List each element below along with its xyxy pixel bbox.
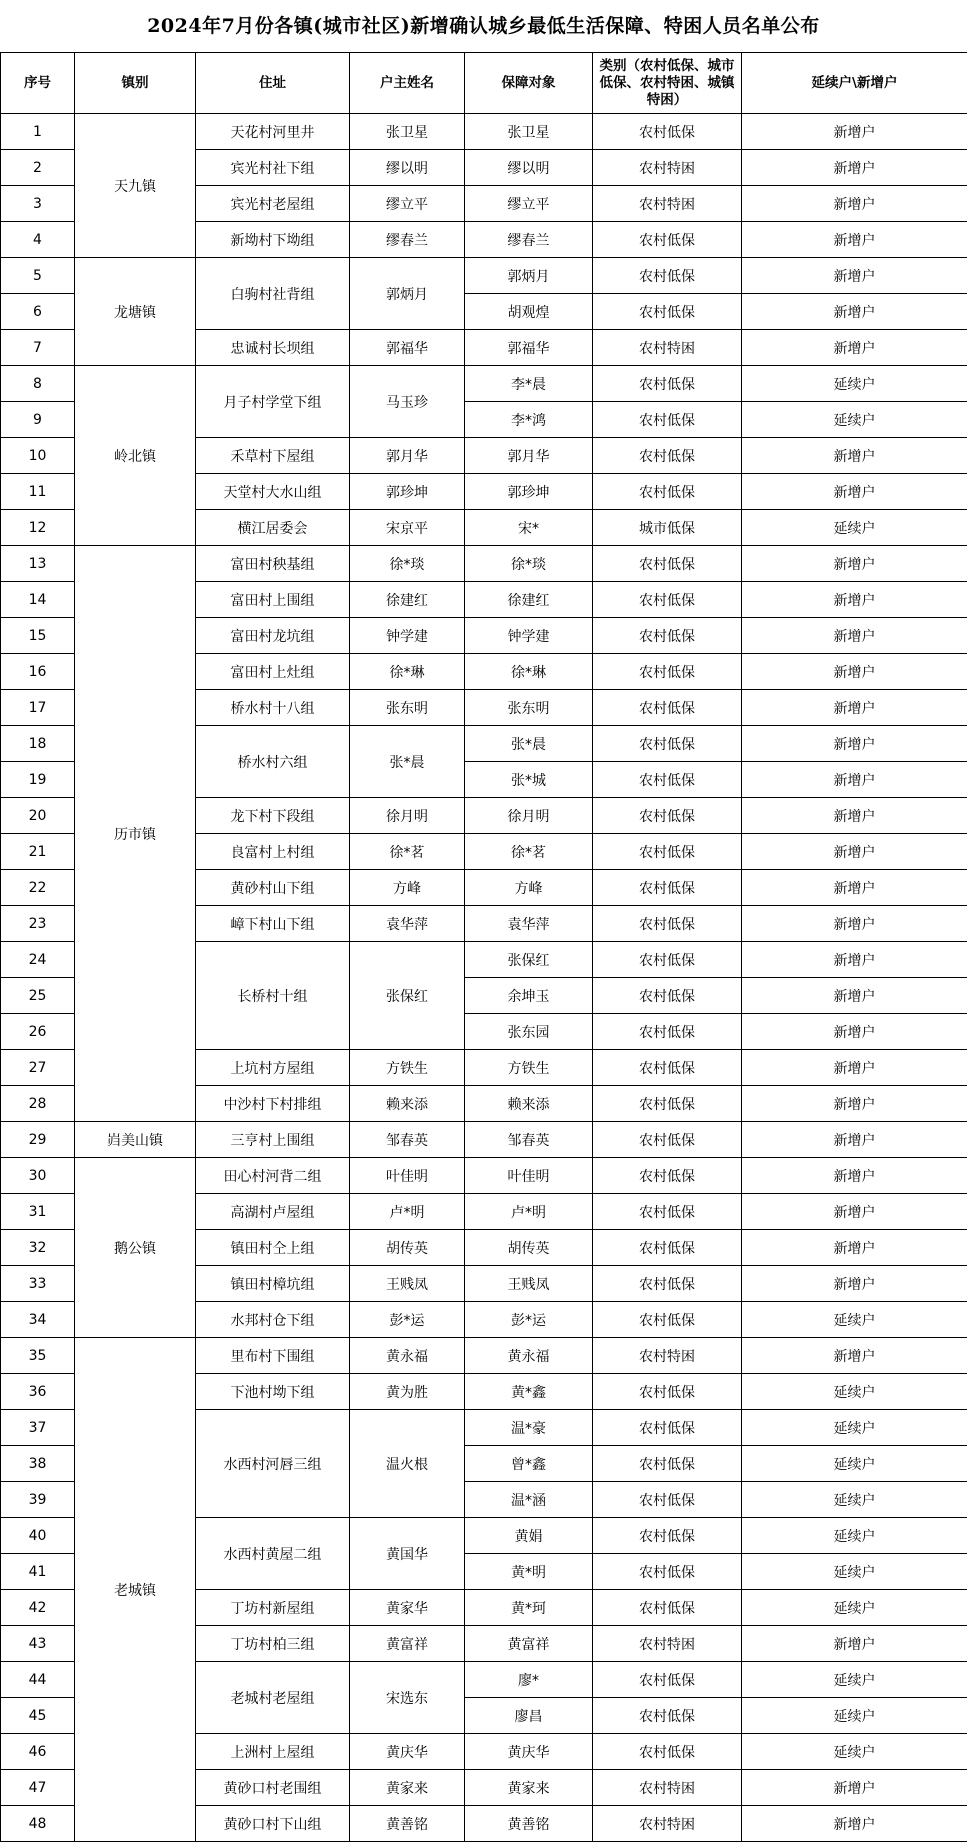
status-cell: 新增户 bbox=[742, 1050, 967, 1086]
beneficiary-cell: 卢*明 bbox=[465, 1194, 593, 1230]
seq-cell: 34 bbox=[1, 1302, 75, 1338]
seq-cell: 25 bbox=[1, 978, 75, 1014]
householder-cell: 叶佳明 bbox=[350, 1158, 465, 1194]
status-cell: 新增户 bbox=[742, 474, 967, 510]
status-cell: 延续户 bbox=[742, 1698, 967, 1734]
status-cell: 延续户 bbox=[742, 1554, 967, 1590]
beneficiary-cell: 王贱凤 bbox=[465, 1266, 593, 1302]
category-cell: 农村特困 bbox=[593, 186, 742, 222]
householder-cell: 袁华萍 bbox=[350, 906, 465, 942]
beneficiary-cell: 张*晨 bbox=[465, 726, 593, 762]
householder-cell: 郭月华 bbox=[350, 438, 465, 474]
seq-cell: 15 bbox=[1, 618, 75, 654]
table-body bbox=[1, 114, 967, 1842]
status-cell: 延续户 bbox=[742, 1518, 967, 1554]
beneficiary-cell: 张保红 bbox=[465, 942, 593, 978]
status-cell: 延续户 bbox=[742, 1374, 967, 1410]
beneficiary-cell: 黄家来 bbox=[465, 1770, 593, 1806]
householder-cell: 徐*琰 bbox=[350, 546, 465, 582]
address-cell: 忠诚村长坝组 bbox=[196, 330, 350, 366]
seq-cell: 14 bbox=[1, 582, 75, 618]
seq-cell: 45 bbox=[1, 1698, 75, 1734]
householder-cell: 方铁生 bbox=[350, 1050, 465, 1086]
beneficiary-cell: 温*豪 bbox=[465, 1410, 593, 1446]
address-cell: 嶂下村山下组 bbox=[196, 906, 350, 942]
householder-cell: 郭炳月 bbox=[350, 258, 465, 330]
category-cell: 农村低保 bbox=[593, 1194, 742, 1230]
table-row bbox=[1, 1122, 967, 1158]
status-cell: 新增户 bbox=[742, 1626, 967, 1662]
status-cell: 新增户 bbox=[742, 906, 967, 942]
status-cell: 新增户 bbox=[742, 1014, 967, 1050]
category-cell: 农村低保 bbox=[593, 258, 742, 294]
seq-cell: 6 bbox=[1, 294, 75, 330]
beneficiary-cell: 廖昌 bbox=[465, 1698, 593, 1734]
address-cell: 高湖村卢屋组 bbox=[196, 1194, 350, 1230]
status-cell: 新增户 bbox=[742, 1770, 967, 1806]
seq-cell: 43 bbox=[1, 1626, 75, 1662]
category-cell: 农村低保 bbox=[593, 1446, 742, 1482]
status-cell: 新增户 bbox=[742, 150, 967, 186]
status-cell: 新增户 bbox=[742, 978, 967, 1014]
householder-cell: 黄富祥 bbox=[350, 1626, 465, 1662]
beneficiary-cell: 胡观煌 bbox=[465, 294, 593, 330]
status-cell: 延续户 bbox=[742, 1734, 967, 1770]
beneficiary-cell: 张卫星 bbox=[465, 114, 593, 150]
town-cell: 岿美山镇 bbox=[75, 1122, 196, 1158]
beneficiary-cell: 李*晨 bbox=[465, 366, 593, 402]
header-householder: 户主姓名 bbox=[350, 53, 465, 114]
category-cell: 农村低保 bbox=[593, 438, 742, 474]
status-cell: 新增户 bbox=[742, 1230, 967, 1266]
address-cell: 天堂村大水山组 bbox=[196, 474, 350, 510]
householder-cell: 马玉珍 bbox=[350, 366, 465, 438]
seq-cell: 35 bbox=[1, 1338, 75, 1374]
address-cell: 水西村黄屋二组 bbox=[196, 1518, 350, 1590]
address-cell: 横江居委会 bbox=[196, 510, 350, 546]
householder-cell: 张保红 bbox=[350, 942, 465, 1050]
status-cell: 新增户 bbox=[742, 1122, 967, 1158]
beneficiary-cell: 郭炳月 bbox=[465, 258, 593, 294]
status-cell: 延续户 bbox=[742, 1302, 967, 1338]
seq-cell: 8 bbox=[1, 366, 75, 402]
address-cell: 中沙村下村排组 bbox=[196, 1086, 350, 1122]
seq-cell: 22 bbox=[1, 870, 75, 906]
category-cell: 农村低保 bbox=[593, 942, 742, 978]
status-cell: 新增户 bbox=[742, 762, 967, 798]
address-cell: 桥水村十八组 bbox=[196, 690, 350, 726]
category-cell: 农村特困 bbox=[593, 1806, 742, 1842]
beneficiary-cell: 方峰 bbox=[465, 870, 593, 906]
beneficiary-cell: 缪立平 bbox=[465, 186, 593, 222]
category-cell: 农村低保 bbox=[593, 1158, 742, 1194]
seq-cell: 47 bbox=[1, 1770, 75, 1806]
category-cell: 农村低保 bbox=[593, 978, 742, 1014]
householder-cell: 徐建红 bbox=[350, 582, 465, 618]
table-row bbox=[1, 258, 967, 294]
householder-cell: 缪立平 bbox=[350, 186, 465, 222]
beneficiary-cell: 彭*运 bbox=[465, 1302, 593, 1338]
address-cell: 宾光村社下组 bbox=[196, 150, 350, 186]
householder-cell: 邹春英 bbox=[350, 1122, 465, 1158]
table-row bbox=[1, 1338, 967, 1374]
seq-cell: 37 bbox=[1, 1410, 75, 1446]
beneficiary-cell: 徐*琰 bbox=[465, 546, 593, 582]
seq-cell: 2 bbox=[1, 150, 75, 186]
status-cell: 新增户 bbox=[742, 1086, 967, 1122]
beneficiary-cell: 温*涵 bbox=[465, 1482, 593, 1518]
beneficiary-cell: 徐*茗 bbox=[465, 834, 593, 870]
householder-cell: 胡传英 bbox=[350, 1230, 465, 1266]
header-row bbox=[1, 53, 967, 114]
seq-cell: 33 bbox=[1, 1266, 75, 1302]
beneficiary-cell: 黄永福 bbox=[465, 1338, 593, 1374]
table-row bbox=[1, 1158, 967, 1194]
status-cell: 延续户 bbox=[742, 1482, 967, 1518]
status-cell: 延续户 bbox=[742, 402, 967, 438]
status-cell: 新增户 bbox=[742, 618, 967, 654]
beneficiary-cell: 徐*琳 bbox=[465, 654, 593, 690]
beneficiary-cell: 黄富祥 bbox=[465, 1626, 593, 1662]
householder-cell: 缪春兰 bbox=[350, 222, 465, 258]
status-cell: 新增户 bbox=[742, 690, 967, 726]
address-cell: 良富村上村组 bbox=[196, 834, 350, 870]
beneficiary-cell: 黄*珂 bbox=[465, 1590, 593, 1626]
category-cell: 农村低保 bbox=[593, 906, 742, 942]
beneficiary-cell: 廖* bbox=[465, 1662, 593, 1698]
category-cell: 农村低保 bbox=[593, 1374, 742, 1410]
seq-cell: 21 bbox=[1, 834, 75, 870]
beneficiary-cell: 黄*鑫 bbox=[465, 1374, 593, 1410]
seq-cell: 17 bbox=[1, 690, 75, 726]
seq-cell: 24 bbox=[1, 942, 75, 978]
seq-cell: 1 bbox=[1, 114, 75, 150]
beneficiary-cell: 赖来添 bbox=[465, 1086, 593, 1122]
status-cell: 新增户 bbox=[742, 582, 967, 618]
category-cell: 农村低保 bbox=[593, 366, 742, 402]
address-cell: 禾草村下屋组 bbox=[196, 438, 350, 474]
beneficiary-cell: 黄庆华 bbox=[465, 1734, 593, 1770]
seq-cell: 39 bbox=[1, 1482, 75, 1518]
table-row bbox=[1, 366, 967, 402]
address-cell: 桥水村六组 bbox=[196, 726, 350, 798]
seq-cell: 23 bbox=[1, 906, 75, 942]
header-seq: 序号 bbox=[1, 53, 75, 114]
seq-cell: 12 bbox=[1, 510, 75, 546]
address-cell: 丁坊村柏三组 bbox=[196, 1626, 350, 1662]
seq-cell: 10 bbox=[1, 438, 75, 474]
status-cell: 新增户 bbox=[742, 114, 967, 150]
householder-cell: 赖来添 bbox=[350, 1086, 465, 1122]
beneficiary-cell: 叶佳明 bbox=[465, 1158, 593, 1194]
status-cell: 新增户 bbox=[742, 222, 967, 258]
town-cell: 老城镇 bbox=[75, 1338, 196, 1842]
status-cell: 新增户 bbox=[742, 186, 967, 222]
category-cell: 农村低保 bbox=[593, 1698, 742, 1734]
category-cell: 农村低保 bbox=[593, 1410, 742, 1446]
status-cell: 新增户 bbox=[742, 654, 967, 690]
header-beneficiary: 保障对象 bbox=[465, 53, 593, 114]
category-cell: 农村低保 bbox=[593, 1266, 742, 1302]
beneficiary-cell: 方铁生 bbox=[465, 1050, 593, 1086]
address-cell: 新坳村下坳组 bbox=[196, 222, 350, 258]
householder-cell: 温火根 bbox=[350, 1410, 465, 1518]
householder-cell: 彭*运 bbox=[350, 1302, 465, 1338]
seq-cell: 27 bbox=[1, 1050, 75, 1086]
seq-cell: 41 bbox=[1, 1554, 75, 1590]
category-cell: 农村低保 bbox=[593, 114, 742, 150]
status-cell: 新增户 bbox=[742, 258, 967, 294]
category-cell: 农村低保 bbox=[593, 618, 742, 654]
seq-cell: 30 bbox=[1, 1158, 75, 1194]
town-cell: 龙塘镇 bbox=[75, 258, 196, 366]
beneficiary-cell: 宋* bbox=[465, 510, 593, 546]
householder-cell: 黄庆华 bbox=[350, 1734, 465, 1770]
beneficiary-cell: 胡传英 bbox=[465, 1230, 593, 1266]
householder-cell: 张卫星 bbox=[350, 114, 465, 150]
address-cell: 镇田村仝上组 bbox=[196, 1230, 350, 1266]
householder-cell: 郭珍坤 bbox=[350, 474, 465, 510]
category-cell: 农村特困 bbox=[593, 150, 742, 186]
category-cell: 农村低保 bbox=[593, 294, 742, 330]
householder-cell: 黄国华 bbox=[350, 1518, 465, 1590]
address-cell: 富田村秧基组 bbox=[196, 546, 350, 582]
category-cell: 农村低保 bbox=[593, 1734, 742, 1770]
category-cell: 农村低保 bbox=[593, 1014, 742, 1050]
category-cell: 农村低保 bbox=[593, 1122, 742, 1158]
category-cell: 农村低保 bbox=[593, 1590, 742, 1626]
status-cell: 延续户 bbox=[742, 510, 967, 546]
category-cell: 农村低保 bbox=[593, 834, 742, 870]
address-cell: 黄砂村山下组 bbox=[196, 870, 350, 906]
beneficiary-cell: 郭福华 bbox=[465, 330, 593, 366]
category-cell: 农村特困 bbox=[593, 1338, 742, 1374]
beneficiary-cell: 郭月华 bbox=[465, 438, 593, 474]
householder-cell: 徐*琳 bbox=[350, 654, 465, 690]
status-cell: 新增户 bbox=[742, 726, 967, 762]
status-cell: 新增户 bbox=[742, 798, 967, 834]
category-cell: 农村低保 bbox=[593, 474, 742, 510]
beneficiary-cell: 徐建红 bbox=[465, 582, 593, 618]
category-cell: 农村特困 bbox=[593, 1770, 742, 1806]
address-cell: 天花村河里井 bbox=[196, 114, 350, 150]
town-cell: 历市镇 bbox=[75, 546, 196, 1122]
status-cell: 新增户 bbox=[742, 546, 967, 582]
seq-cell: 29 bbox=[1, 1122, 75, 1158]
seq-cell: 36 bbox=[1, 1374, 75, 1410]
category-cell: 农村特困 bbox=[593, 1626, 742, 1662]
category-cell: 农村低保 bbox=[593, 1302, 742, 1338]
status-cell: 新增户 bbox=[742, 834, 967, 870]
householder-cell: 张东明 bbox=[350, 690, 465, 726]
town-cell: 天九镇 bbox=[75, 114, 196, 258]
address-cell: 老城村老屋组 bbox=[196, 1662, 350, 1734]
seq-cell: 16 bbox=[1, 654, 75, 690]
category-cell: 农村低保 bbox=[593, 546, 742, 582]
seq-cell: 46 bbox=[1, 1734, 75, 1770]
status-cell: 新增户 bbox=[742, 330, 967, 366]
seq-cell: 28 bbox=[1, 1086, 75, 1122]
address-cell: 富田村龙坑组 bbox=[196, 618, 350, 654]
category-cell: 农村低保 bbox=[593, 870, 742, 906]
status-cell: 新增户 bbox=[742, 1194, 967, 1230]
category-cell: 城市低保 bbox=[593, 510, 742, 546]
householder-cell: 缪以明 bbox=[350, 150, 465, 186]
seq-cell: 19 bbox=[1, 762, 75, 798]
seq-cell: 11 bbox=[1, 474, 75, 510]
table-row bbox=[1, 546, 967, 582]
seq-cell: 44 bbox=[1, 1662, 75, 1698]
town-cell: 岭北镇 bbox=[75, 366, 196, 546]
category-cell: 农村低保 bbox=[593, 1662, 742, 1698]
category-cell: 农村低保 bbox=[593, 1482, 742, 1518]
householder-cell: 徐*茗 bbox=[350, 834, 465, 870]
category-cell: 农村特困 bbox=[593, 330, 742, 366]
beneficiary-cell: 缪以明 bbox=[465, 150, 593, 186]
householder-cell: 宋京平 bbox=[350, 510, 465, 546]
beneficiary-cell: 张*城 bbox=[465, 762, 593, 798]
status-cell: 延续户 bbox=[742, 1590, 967, 1626]
category-cell: 农村低保 bbox=[593, 690, 742, 726]
beneficiary-cell: 曾*鑫 bbox=[465, 1446, 593, 1482]
town-cell: 鹅公镇 bbox=[75, 1158, 196, 1338]
header-category: 类别（农村低保、城市低保、农村特困、城镇特困） bbox=[593, 53, 742, 114]
header-address: 住址 bbox=[196, 53, 350, 114]
householder-cell: 王贱凤 bbox=[350, 1266, 465, 1302]
householder-cell: 黄善铭 bbox=[350, 1806, 465, 1842]
status-cell: 新增户 bbox=[742, 942, 967, 978]
beneficiary-cell: 徐月明 bbox=[465, 798, 593, 834]
householder-cell: 钟学建 bbox=[350, 618, 465, 654]
householder-cell: 黄永福 bbox=[350, 1338, 465, 1374]
address-cell: 田心村河背二组 bbox=[196, 1158, 350, 1194]
status-cell: 延续户 bbox=[742, 366, 967, 402]
householder-cell: 张*晨 bbox=[350, 726, 465, 798]
status-cell: 新增户 bbox=[742, 1806, 967, 1842]
address-cell: 长桥村十组 bbox=[196, 942, 350, 1050]
status-cell: 新增户 bbox=[742, 1338, 967, 1374]
header-town: 镇别 bbox=[75, 53, 196, 114]
seq-cell: 32 bbox=[1, 1230, 75, 1266]
beneficiary-cell: 余坤玉 bbox=[465, 978, 593, 1014]
seq-cell: 18 bbox=[1, 726, 75, 762]
seq-cell: 26 bbox=[1, 1014, 75, 1050]
status-cell: 延续户 bbox=[742, 1410, 967, 1446]
status-cell: 新增户 bbox=[742, 294, 967, 330]
status-cell: 新增户 bbox=[742, 1266, 967, 1302]
householder-cell: 宋选东 bbox=[350, 1662, 465, 1734]
householder-cell: 黄为胜 bbox=[350, 1374, 465, 1410]
address-cell: 上坑村方屋组 bbox=[196, 1050, 350, 1086]
beneficiary-cell: 袁华萍 bbox=[465, 906, 593, 942]
seq-cell: 31 bbox=[1, 1194, 75, 1230]
householder-cell: 徐月明 bbox=[350, 798, 465, 834]
seq-cell: 7 bbox=[1, 330, 75, 366]
category-cell: 农村低保 bbox=[593, 222, 742, 258]
seq-cell: 4 bbox=[1, 222, 75, 258]
beneficiary-cell: 黄*明 bbox=[465, 1554, 593, 1590]
beneficiary-cell: 缪春兰 bbox=[465, 222, 593, 258]
beneficiary-cell: 邹春英 bbox=[465, 1122, 593, 1158]
householder-cell: 黄家华 bbox=[350, 1590, 465, 1626]
beneficiary-cell: 黄娟 bbox=[465, 1518, 593, 1554]
address-cell: 镇田村樟坑组 bbox=[196, 1266, 350, 1302]
category-cell: 农村低保 bbox=[593, 582, 742, 618]
address-cell: 富田村上灶组 bbox=[196, 654, 350, 690]
address-cell: 宾光村老屋组 bbox=[196, 186, 350, 222]
beneficiary-cell: 钟学建 bbox=[465, 618, 593, 654]
address-cell: 丁坊村新屋组 bbox=[196, 1590, 350, 1626]
householder-cell: 卢*明 bbox=[350, 1194, 465, 1230]
category-cell: 农村低保 bbox=[593, 1554, 742, 1590]
address-cell: 上洲村上屋组 bbox=[196, 1734, 350, 1770]
seq-cell: 40 bbox=[1, 1518, 75, 1554]
page-title: 2024年7月份各镇(城市社区)新增确认城乡最低生活保障、特困人员名单公布 bbox=[0, 0, 967, 52]
address-cell: 下池村坳下组 bbox=[196, 1374, 350, 1410]
address-cell: 黄砂口村老围组 bbox=[196, 1770, 350, 1806]
seq-cell: 9 bbox=[1, 402, 75, 438]
address-cell: 水邦村仓下组 bbox=[196, 1302, 350, 1338]
header-status: 延续户\新增户 bbox=[742, 53, 967, 114]
category-cell: 农村低保 bbox=[593, 1086, 742, 1122]
category-cell: 农村低保 bbox=[593, 1230, 742, 1266]
category-cell: 农村低保 bbox=[593, 1518, 742, 1554]
beneficiary-cell: 李*鸿 bbox=[465, 402, 593, 438]
category-cell: 农村低保 bbox=[593, 726, 742, 762]
status-cell: 延续户 bbox=[742, 1446, 967, 1482]
seq-cell: 48 bbox=[1, 1806, 75, 1842]
category-cell: 农村低保 bbox=[593, 798, 742, 834]
status-cell: 新增户 bbox=[742, 870, 967, 906]
seq-cell: 38 bbox=[1, 1446, 75, 1482]
beneficiary-table bbox=[0, 52, 967, 1842]
address-cell: 富田村上围组 bbox=[196, 582, 350, 618]
category-cell: 农村低保 bbox=[593, 762, 742, 798]
householder-cell: 方峰 bbox=[350, 870, 465, 906]
seq-cell: 5 bbox=[1, 258, 75, 294]
address-cell: 三亨村上围组 bbox=[196, 1122, 350, 1158]
address-cell: 龙下村下段组 bbox=[196, 798, 350, 834]
category-cell: 农村低保 bbox=[593, 1050, 742, 1086]
status-cell: 延续户 bbox=[742, 1662, 967, 1698]
status-cell: 新增户 bbox=[742, 1158, 967, 1194]
seq-cell: 20 bbox=[1, 798, 75, 834]
address-cell: 黄砂口村下山组 bbox=[196, 1806, 350, 1842]
address-cell: 里布村下围组 bbox=[196, 1338, 350, 1374]
beneficiary-cell: 张东园 bbox=[465, 1014, 593, 1050]
householder-cell: 郭福华 bbox=[350, 330, 465, 366]
status-cell: 新增户 bbox=[742, 438, 967, 474]
category-cell: 农村低保 bbox=[593, 402, 742, 438]
category-cell: 农村低保 bbox=[593, 654, 742, 690]
seq-cell: 3 bbox=[1, 186, 75, 222]
beneficiary-cell: 张东明 bbox=[465, 690, 593, 726]
address-cell: 水西村河唇三组 bbox=[196, 1410, 350, 1518]
address-cell: 白驹村社背组 bbox=[196, 258, 350, 330]
address-cell: 月子村学堂下组 bbox=[196, 366, 350, 438]
beneficiary-cell: 郭珍坤 bbox=[465, 474, 593, 510]
seq-cell: 13 bbox=[1, 546, 75, 582]
beneficiary-cell: 黄善铭 bbox=[465, 1806, 593, 1842]
table-row bbox=[1, 114, 967, 150]
seq-cell: 42 bbox=[1, 1590, 75, 1626]
householder-cell: 黄家来 bbox=[350, 1770, 465, 1806]
